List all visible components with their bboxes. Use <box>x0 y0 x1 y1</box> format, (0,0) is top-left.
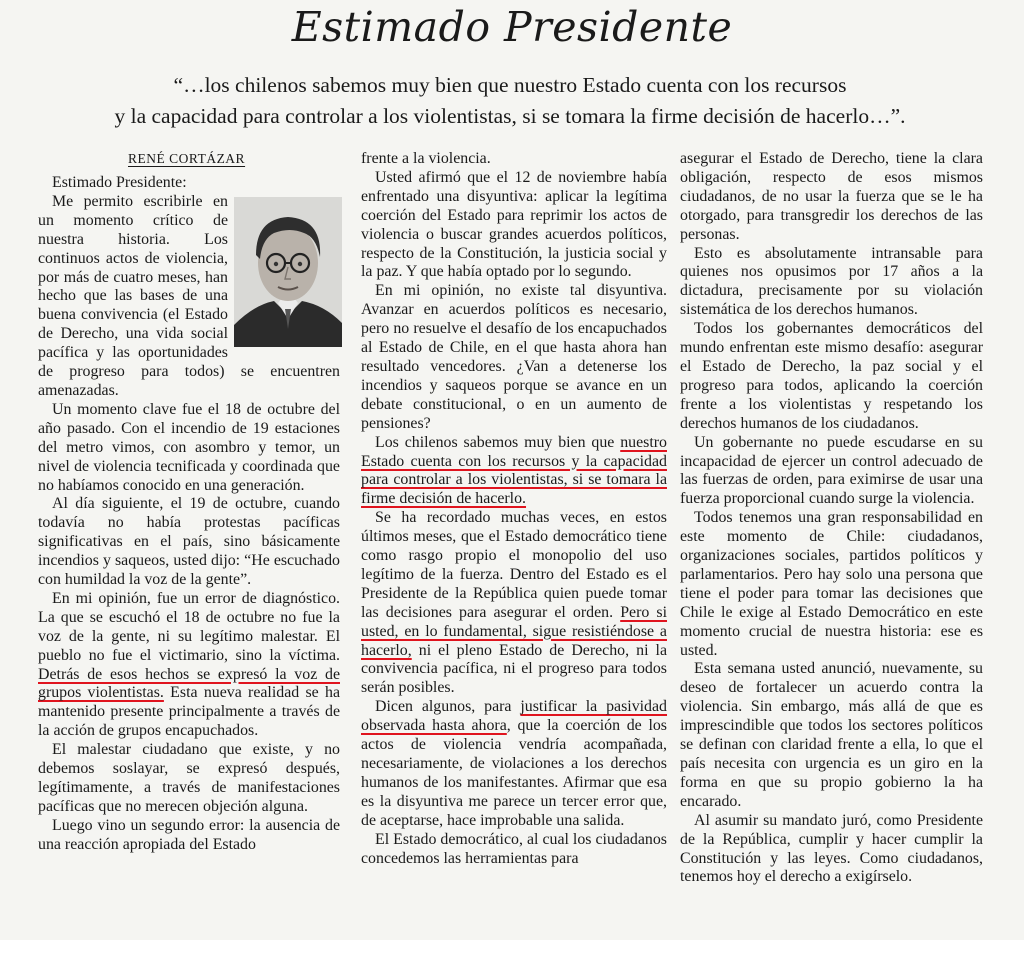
paragraph: Se ha recordado muchas veces, en estos últimos meses, que el Estado democrático tiene como rasgo propio el monopolio del uso legítimo de la fuerza. Dentro del Estado es el Presidente de la República quien puede tomar las decisiones para asegurar el orden. Pero si usted, en lo fundamental, sigue resistiéndose a hacerlo, ni el pleno Estado de Derecho, ni la convivencia pacífica, ni el progreso para todos serán posibles. <box>361 509 668 697</box>
paragraph: Al asumir su mandato juró, como Presidente de la República, cumplir y hacer cumplir la Constitución y las leyes. Como ciudadanos, tenemos hoy el derecho a exigírselo. <box>680 811 983 886</box>
paragraph: Me permito escribirle en un momento crítico de nuestra historia. Los continuos actos de violencia, por más de cuatro meses, han hecho que las bases de una buena convivencia (el Estado de Derecho, una vida social pacífica y las oportunidades de progreso para todos) se encuentren amenazadas. <box>38 192 340 399</box>
paragraph: Usted afirmó que el 12 de noviembre había enfrentado una disyuntiva: aplicar la legítima coerción del Estado para reprimir los actos de violencia o buscar grandes acuerdos políticos, respecto de la Constitución, la justicia social y la paz. Y que había optado por lo segundo. <box>361 168 667 281</box>
salutation: Estimado Presidente: <box>52 174 187 191</box>
paragraph: Esta semana usted anunció, nuevamente, su deseo de fortalecer un acuerdo contra la violencia. Sin embargo, más allá de que es imprescindible que todos los sectores políticos se definan con claridad frente a ella, lo que el país necesita con urgencia es un giro en la forma en que su propio gobierno la ha encarado. <box>680 660 983 810</box>
paragraph: frente a la violencia. <box>361 150 491 167</box>
highlighted-text: nuestro Estado cuenta con los recursos y la capacidad para controlar a los violentistas, si se tomara la firme decisión de hacerlo. <box>361 433 667 508</box>
paragraph: asegurar el Estado de Derecho, tiene la clara obligación, respecto de esos mismos ciudadanos, de no usar la fuerza que se le ha otorgado, para transgredir los derechos de las personas. <box>680 150 983 243</box>
paragraph: Los chilenos sabemos muy bien que nuestro Estado cuenta con los recursos y la capacidad para controlar a los violentistas, si se tomara la firme decisión de hacerlo. <box>361 433 667 508</box>
paragraph: Un gobernante no puede escudarse en su incapacidad de ejercer un control adecuado de las fuerzas de orden, para eximirse de usar una fuerza proporcional cuando surge la violencia. <box>680 433 983 508</box>
pull-quote <box>60 70 960 132</box>
headline: Estimado Presidente <box>291 3 733 51</box>
paragraph: El malestar ciudadano que existe, y no debemos soslayar, se expresó después, legítimamente, a través de manifestaciones pacíficas que no merecen objeción alguna. <box>38 741 340 815</box>
highlighted-text: Pero si usted, en lo fundamental, sigue resistiéndose a hacerlo, <box>361 603 668 659</box>
pull-quote-line-2: y la capacidad para controlar a los violentistas, si se tomara la firme decisión de hacerlo…”. <box>114 104 906 128</box>
paragraph: En mi opinión, fue un error de diagnóstico. La que se escuchó el 18 de octubre no fue la voz de la gente, ni su legítimo malestar. El pueblo no fue el victimario, sino la víctima. Detrás de esos hechos se expresó la voz de grupos violentistas. Esta nueva realidad se ha mantenido presente principalmente a través de la acción de grupos encapuchados. <box>38 589 341 740</box>
highlighted-text: justificar la pasividad observada hasta ahora <box>361 698 668 735</box>
paragraph: Al día siguiente, el 19 de octubre, cuando todavía no había protestas pacíficas significativas en el país, sino básicamente incendios y saqueos, usted dijo: “He escuchado con humildad la voz de la gente”. <box>38 495 340 589</box>
paragraph: Luego vino un segundo error: la ausencia de una reacción apropiada del Estado <box>38 816 340 853</box>
column-2 <box>361 150 667 868</box>
author-photo <box>234 197 342 347</box>
byline: RENÉ CORTÁZAR <box>128 151 246 166</box>
paragraph: Dicen algunos, para justificar la pasividad observada hasta ahora, que la coerción de los actos de violencia vendría acompañada, necesariamente, de violaciones a los derechos humanos de los manifestantes. Afirmar que esa es la disyuntiva me parece un tercer error que, de aceptarse, hace improbable una salida. <box>361 698 668 829</box>
highlighted-text: Detrás de esos hechos se expresó la voz de grupos violentistas. <box>38 665 340 702</box>
paragraph: En mi opinión, no existe tal disyuntiva. Avanzar en acuerdos políticos es necesario, pero no resuelve el desafío de los encapuchados al Estado de Chile, en el que hasta ahora han resultado vencedores. ¿Van a detenerse los incendios y saqueos porque se avance en un debate constitucional, o en un aumento de pensiones? <box>361 282 667 432</box>
pull-quote-line-1: “…los chilenos sabemos muy bien que nuestro Estado cuenta con los recursos <box>173 73 847 97</box>
paragraph: Esto es absolutamente intransable para quienes nos opusimos por 17 años a la dictadura, precisamente por su violación sistemática de los derechos humanos. <box>680 244 983 319</box>
page-bottom-margin <box>0 940 1024 954</box>
column-1 <box>38 150 340 855</box>
paragraph: El Estado democrático, al cual los ciudadanos concedemos las herramientas para <box>361 830 667 867</box>
column-3 <box>680 150 983 887</box>
paragraph: Todos los gobernantes democráticos del mundo enfrentan este mismo desafío: asegurar el Estado de Derecho, la paz social y el progreso para todos, aplicando la coerción frente a los violentistas y respetando los derechos humanos de los ciudadanos. <box>680 320 983 432</box>
paragraph: Todos tenemos una gran responsabilidad en este momento de Chile: ciudadanos, organizaciones sociales, partidos políticos y parlamentarios. Pero hay solo una persona que tiene el poder para tomar las decisiones que Chile le exige al Estado Democrático en este momento crucial de nuestra historia: ese es usted. <box>680 509 983 659</box>
paragraph: Un momento clave fue el 18 de octubre del año pasado. Con el incendio de 19 estaciones del metro vimos, con asombro y temor, un nivel de violencia tecnificada y coordinada que no habíamos conocido en una generación. <box>38 400 340 494</box>
